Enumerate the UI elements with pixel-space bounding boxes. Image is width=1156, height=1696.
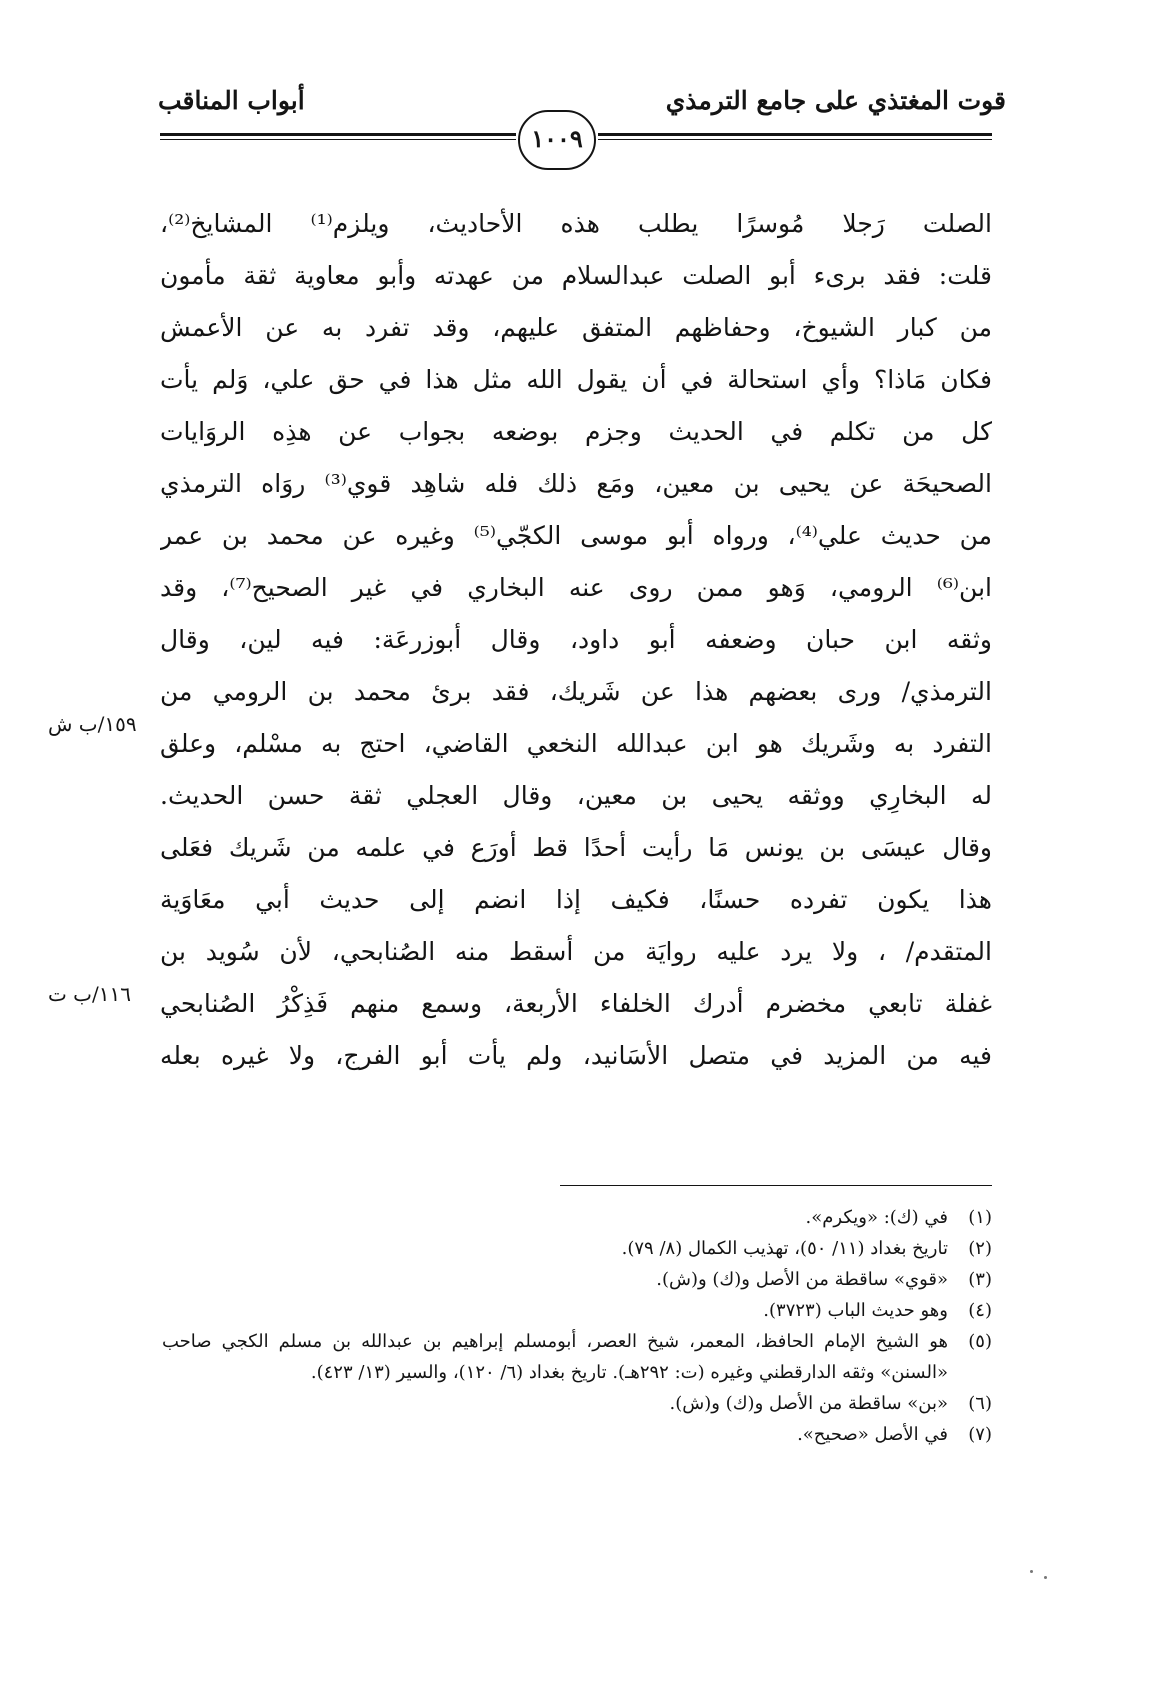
text-line: فكان مَاذا؟ وأي استحالة في أن يقول الله مثل هذا في حق علي، وَلم يأت [160, 365, 992, 394]
footnote [162, 1295, 992, 1326]
text-line: من كبار الشيوخ، وحفاظهم المتفق عليهم، وقد تفرد به عن الأعمش [160, 313, 992, 342]
footnote [162, 1388, 992, 1419]
text-line: الصلت رَجلا مُوسرًا يطلب هذه الأحاديث، ويلزم⁽¹⁾ المشايخ⁽²⁾، [160, 209, 992, 238]
footnote-number: (٥) [968, 1331, 992, 1352]
header-rule-left [160, 133, 516, 140]
footnote-number: (٣) [968, 1269, 992, 1290]
margin-manuscript-note: ١٥٩/ب ش [48, 712, 137, 736]
footnote-number: (٢) [968, 1238, 992, 1259]
text-line: التفرد به وشَريك هو ابن عبدالله النخعي القاضي، احتج به مسْلم، وعلق [160, 729, 992, 758]
text-line: قلت: فقد برىء أبو الصلت عبدالسلام من عهدته وأبو معاوية ثقة مأمون [160, 261, 992, 290]
text-line: ابن⁽⁶⁾ الرومي، وَهو ممن روى عنه البخاري في غير الصحيح⁽⁷⁾، وقد [160, 573, 992, 602]
scan-speck [1030, 1570, 1033, 1573]
footnote [162, 1264, 992, 1295]
margin-manuscript-note: ١١٦/ب ت [48, 982, 131, 1006]
footnote-text: «قوي» ساقطة من الأصل و(ك) و(ش). [656, 1269, 948, 1290]
text-line: وثقه ابن حبان وضعفه أبو داود، وقال أبوزرعَة: فيه لين، وقال [160, 625, 992, 654]
footnote-number: (٧) [968, 1424, 992, 1445]
footnote-text: في الأصل «صحيح». [797, 1424, 948, 1445]
text-line: من حديث علي⁽⁴⁾، ورواه أبو موسى الكجّي⁽⁵⁾ وغيره عن محمد بن عمر [160, 521, 992, 550]
section-title: أبواب المناقب [158, 86, 305, 115]
book-title: قوت المغتذي على جامع الترمذي [665, 86, 1006, 115]
text-line: المتقدم/ ، ولا يرد عليه روايَة من أسقط منه الصُنابحي، لأن سُويد بن [160, 937, 992, 966]
text-line: الترمذي/ ورى بعضهم هذا عن شَريك، فقد برئ محمد بن الرومي من [160, 677, 992, 706]
footnote-text: في (ك): «ويكرم». [805, 1207, 948, 1228]
page-number: ١٠٠٩ [518, 110, 596, 170]
text-line: فيه من المزيد في متصل الأسَانيد، ولم يأت أبو الفرج، ولا غيره بعله [160, 1041, 992, 1070]
footnote-text: تاريخ بغداد (١١/ ٥٠)، تهذيب الكمال (٨/ ٧٩). [621, 1238, 948, 1259]
footnote-number: (١) [968, 1207, 992, 1228]
footnote [162, 1419, 992, 1450]
text-line: له البخارِي ووثقه يحيى بن معين، وقال العجلي ثقة حسن الحديث. [160, 781, 992, 810]
footnotes-list [162, 1202, 992, 1450]
footnote-separator [560, 1185, 992, 1186]
footnote [162, 1202, 992, 1233]
footnote-text: «بن» ساقطة من الأصل و(ك) و(ش). [669, 1393, 948, 1414]
header-rule-right [598, 133, 992, 140]
text-line: كل من تكلم في الحديث وجزم بوضعه بجواب عن هذِه الروَايات [160, 417, 992, 446]
text-line: هذا يكون تفرده حسنًا، فكيف إذا انضم إلى حديث أبي معَاوَية [160, 885, 992, 914]
footnote-number: (٦) [968, 1393, 992, 1414]
text-line: الصحيحَة عن يحيى بن معين، ومَع ذلك فله شاهِد قوي⁽³⁾ روَاه الترمذي [160, 469, 992, 498]
footnote-text: وهو حديث الباب (٣٧٢٣). [763, 1300, 948, 1321]
main-text-block [160, 198, 992, 1082]
scan-speck [1044, 1576, 1047, 1579]
footnote-text: هو الشيخ الإمام الحافظ، المعمر، شيخ العصر، أبومسلم إبراهيم بن عبدالله بن مسلم الكجي صاحب «السنن» وثقه الدارقطني وغيره (ت: ٢٩٢هـ). تاريخ بغداد (٦/ ١٢٠)، والسير (١٣/ ٤٢٣). [162, 1331, 948, 1383]
footnote [162, 1326, 992, 1388]
text-line: وقال عيسَى بن يونس مَا رأيت أحدًا قط أورَع في علمه من شَريك فعَلى [160, 833, 992, 862]
footnote [162, 1233, 992, 1264]
text-line: غفلة تابعي مخضرم أدرك الخلفاء الأربعة، وسمع منهم فَذِكْرُ الصُنابحي [160, 989, 992, 1018]
footnote-number: (٤) [968, 1300, 992, 1321]
